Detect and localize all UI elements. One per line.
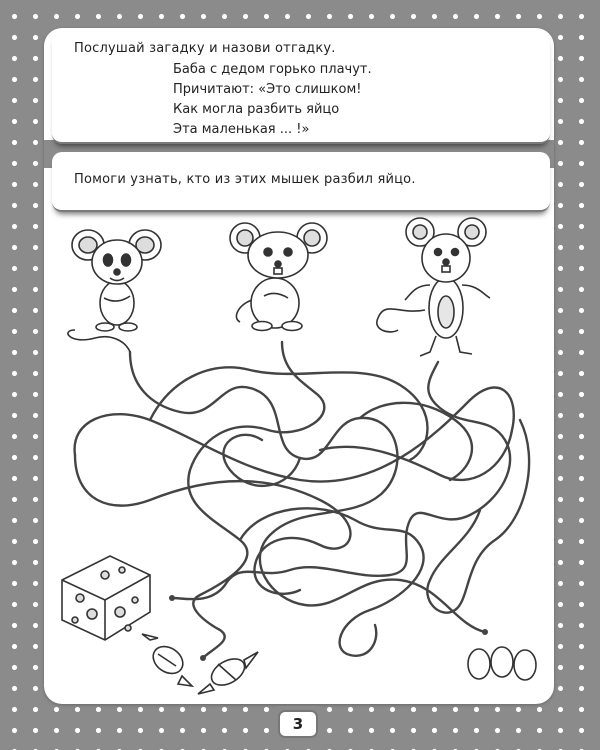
maze-end-eggs [482,629,488,635]
maze-loop [75,388,514,482]
eggs-icon [468,647,536,680]
maze-loop [427,420,529,613]
page-number: 3 [278,710,318,738]
maze-path-mouse-1 [130,352,485,632]
poem-line: Баба с дедом горько плачут. [173,62,372,77]
riddle-poem [173,60,372,140]
poem-line: Эта маленькая ... !» [173,122,310,137]
mouse-3 [377,218,490,356]
mouse-2 [230,223,327,331]
riddle-banner [52,32,550,144]
maze-end-candy [200,655,206,661]
page-number-box [274,706,322,742]
mouse-1 [68,230,161,352]
candy-icon [142,634,258,694]
task-banner [52,152,550,212]
task-instruction: Помоги узнать, кто из этих мышек разбил яйцо. [74,172,416,187]
riddle-instruction: Послушай загадку и назови отгадку. [74,41,336,56]
poem-line: Как могла разбить яйцо [173,102,340,117]
cheese-icon [62,556,150,640]
poem-line: Причитают: «Это слишком! [173,82,362,97]
maze-end-cheese [169,595,175,601]
